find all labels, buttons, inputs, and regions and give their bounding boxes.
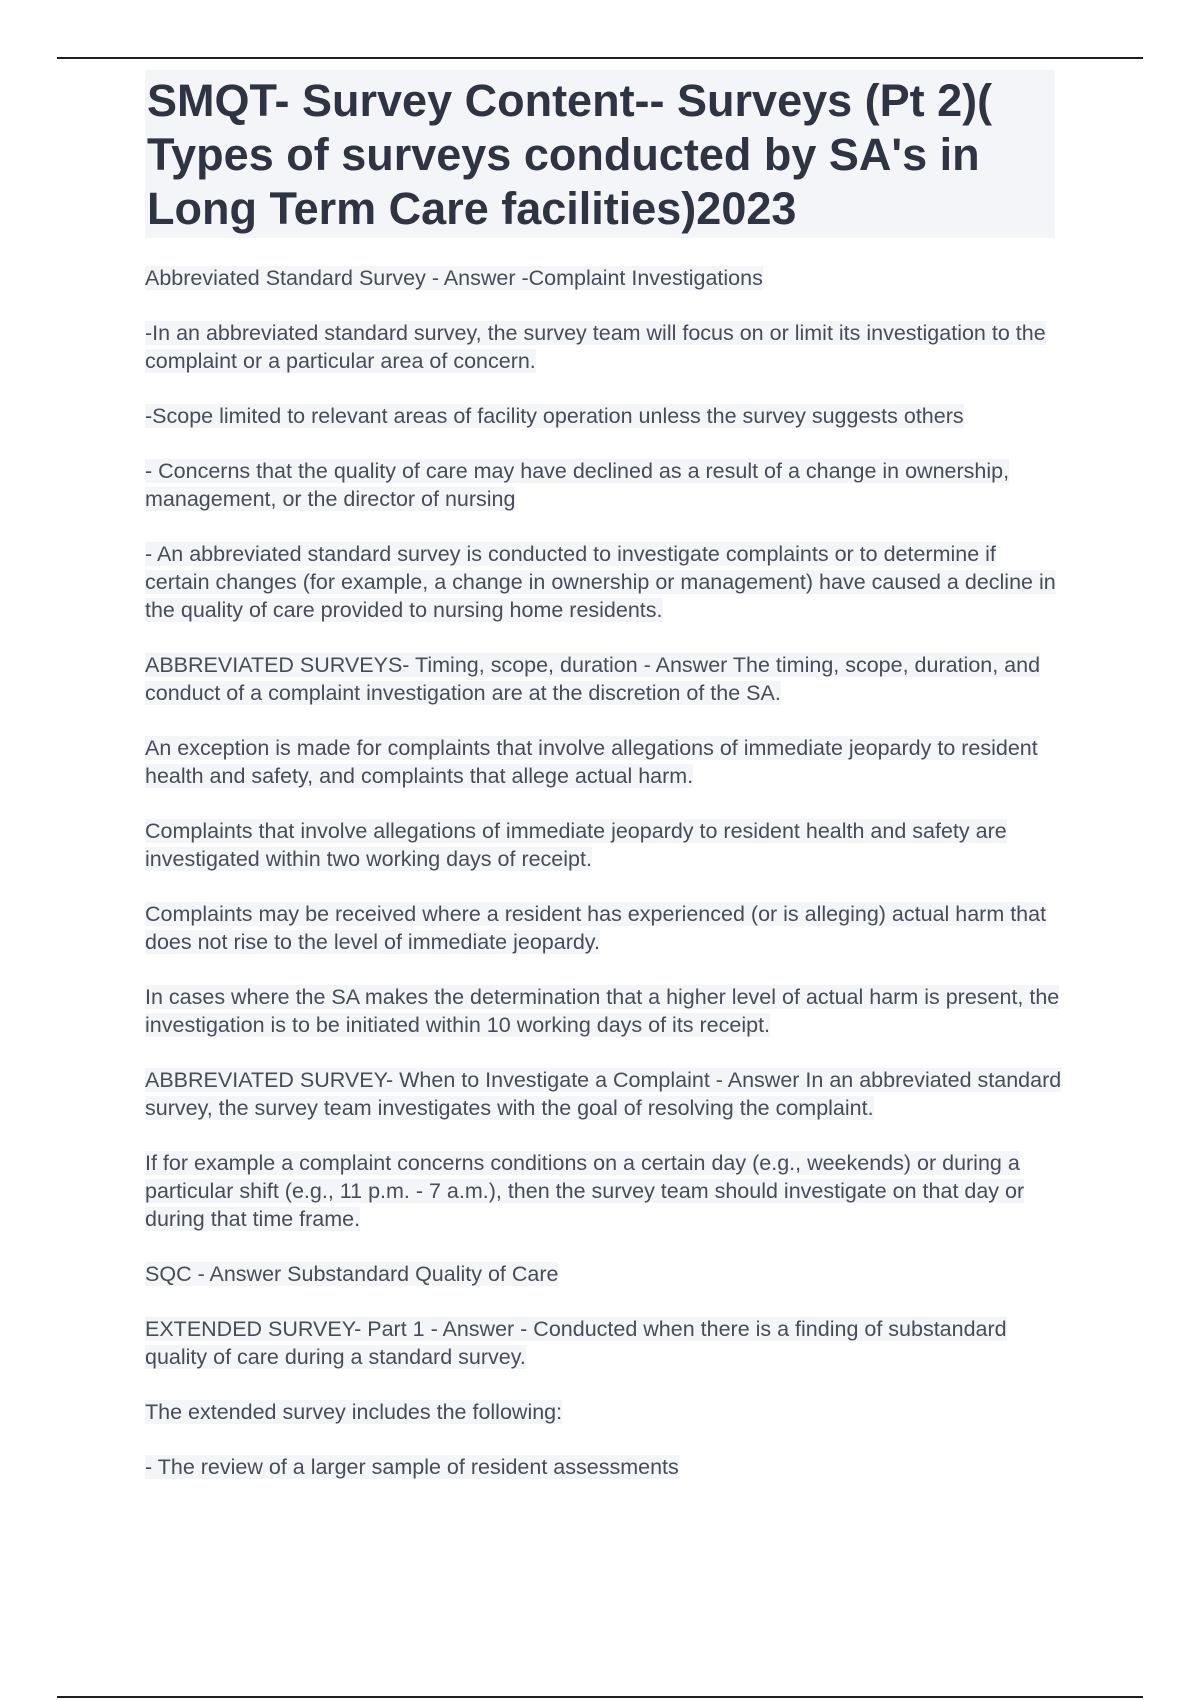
paragraph	[145, 1149, 1065, 1233]
paragraph-text: In cases where the SA makes the determination that a higher level of actual harm is present, the investigation is to be initiated within 10 working days of its receipt.	[145, 985, 1060, 1037]
paragraph	[145, 734, 1065, 790]
top-divider	[57, 57, 1143, 59]
paragraph-text: If for example a complaint concerns conditions on a certain day (e.g., weekends) or during a particular shift (e.g., 11 p.m. - 7 a.m.), then the survey team should investigate on that day or during that time frame.	[145, 1151, 1025, 1231]
paragraph-text: - An abbreviated standard survey is conducted to investigate complaints or to determine if certain changes (for example, a change in ownership or management) have caused a decline in the quality of care provided to nursing home residents.	[145, 542, 1056, 622]
paragraph-text: The extended survey includes the following:	[145, 1400, 563, 1424]
paragraph	[145, 651, 1065, 707]
paragraph-text: Abbreviated Standard Survey - Answer -Complaint Investigations	[145, 266, 763, 290]
paragraph	[145, 540, 1065, 624]
paragraph-text: ABBREVIATED SURVEYS- Timing, scope, duration - Answer The timing, scope, duration, and conduct of a complaint investigation are at the discretion of the SA.	[145, 653, 1041, 705]
paragraph-text: - Concerns that the quality of care may have declined as a result of a change in ownership, management, or the director of nursing	[145, 459, 1010, 511]
paragraph	[145, 457, 1065, 513]
paragraph-text: ABBREVIATED SURVEY- When to Investigate a Complaint - Answer In an abbreviated standard survey, the survey team investigates with the goal of resolving the complaint.	[145, 1068, 1062, 1120]
paragraph-text: EXTENDED SURVEY- Part 1 - Answer - Conducted when there is a finding of substandard quality of care during a standard survey.	[145, 1317, 1007, 1369]
paragraph	[145, 817, 1065, 873]
paragraph-text: An exception is made for complaints that involve allegations of immediate jeopardy to resident health and safety, and complaints that allege actual harm.	[145, 736, 1038, 788]
paragraph	[145, 1315, 1065, 1371]
paragraph-text: -In an abbreviated standard survey, the survey team will focus on or limit its investigation to the complaint or a particular area of concern.	[145, 321, 1046, 373]
paragraph-text: Complaints that involve allegations of immediate jeopardy to resident health and safety are investigated within two working days of receipt.	[145, 819, 1007, 871]
paragraph	[145, 900, 1065, 956]
paragraph	[145, 1398, 1065, 1426]
paragraph	[145, 264, 1065, 292]
paragraph-text: - The review of a larger sample of resident assessments	[145, 1455, 679, 1479]
paragraph-text: -Scope limited to relevant areas of facility operation unless the survey suggests others	[145, 404, 964, 428]
paragraph-text: Complaints may be received where a resident has experienced (or is alleging) actual harm that does not rise to the level of immediate jeopardy.	[145, 902, 1047, 954]
paragraph	[145, 1260, 1065, 1288]
page-title: SMQT- Survey Content-- Surveys (Pt 2)( Types of surveys conducted by SA's in Long Term Care facilities)2023	[145, 70, 1055, 238]
paragraph-text: SQC - Answer Substandard Quality of Care	[145, 1262, 559, 1286]
paragraph	[145, 402, 1065, 430]
document-body	[145, 70, 1065, 1481]
paragraph	[145, 1453, 1065, 1481]
bottom-divider	[57, 1696, 1143, 1698]
paragraph	[145, 983, 1065, 1039]
paragraph	[145, 1066, 1065, 1122]
paragraph	[145, 319, 1065, 375]
